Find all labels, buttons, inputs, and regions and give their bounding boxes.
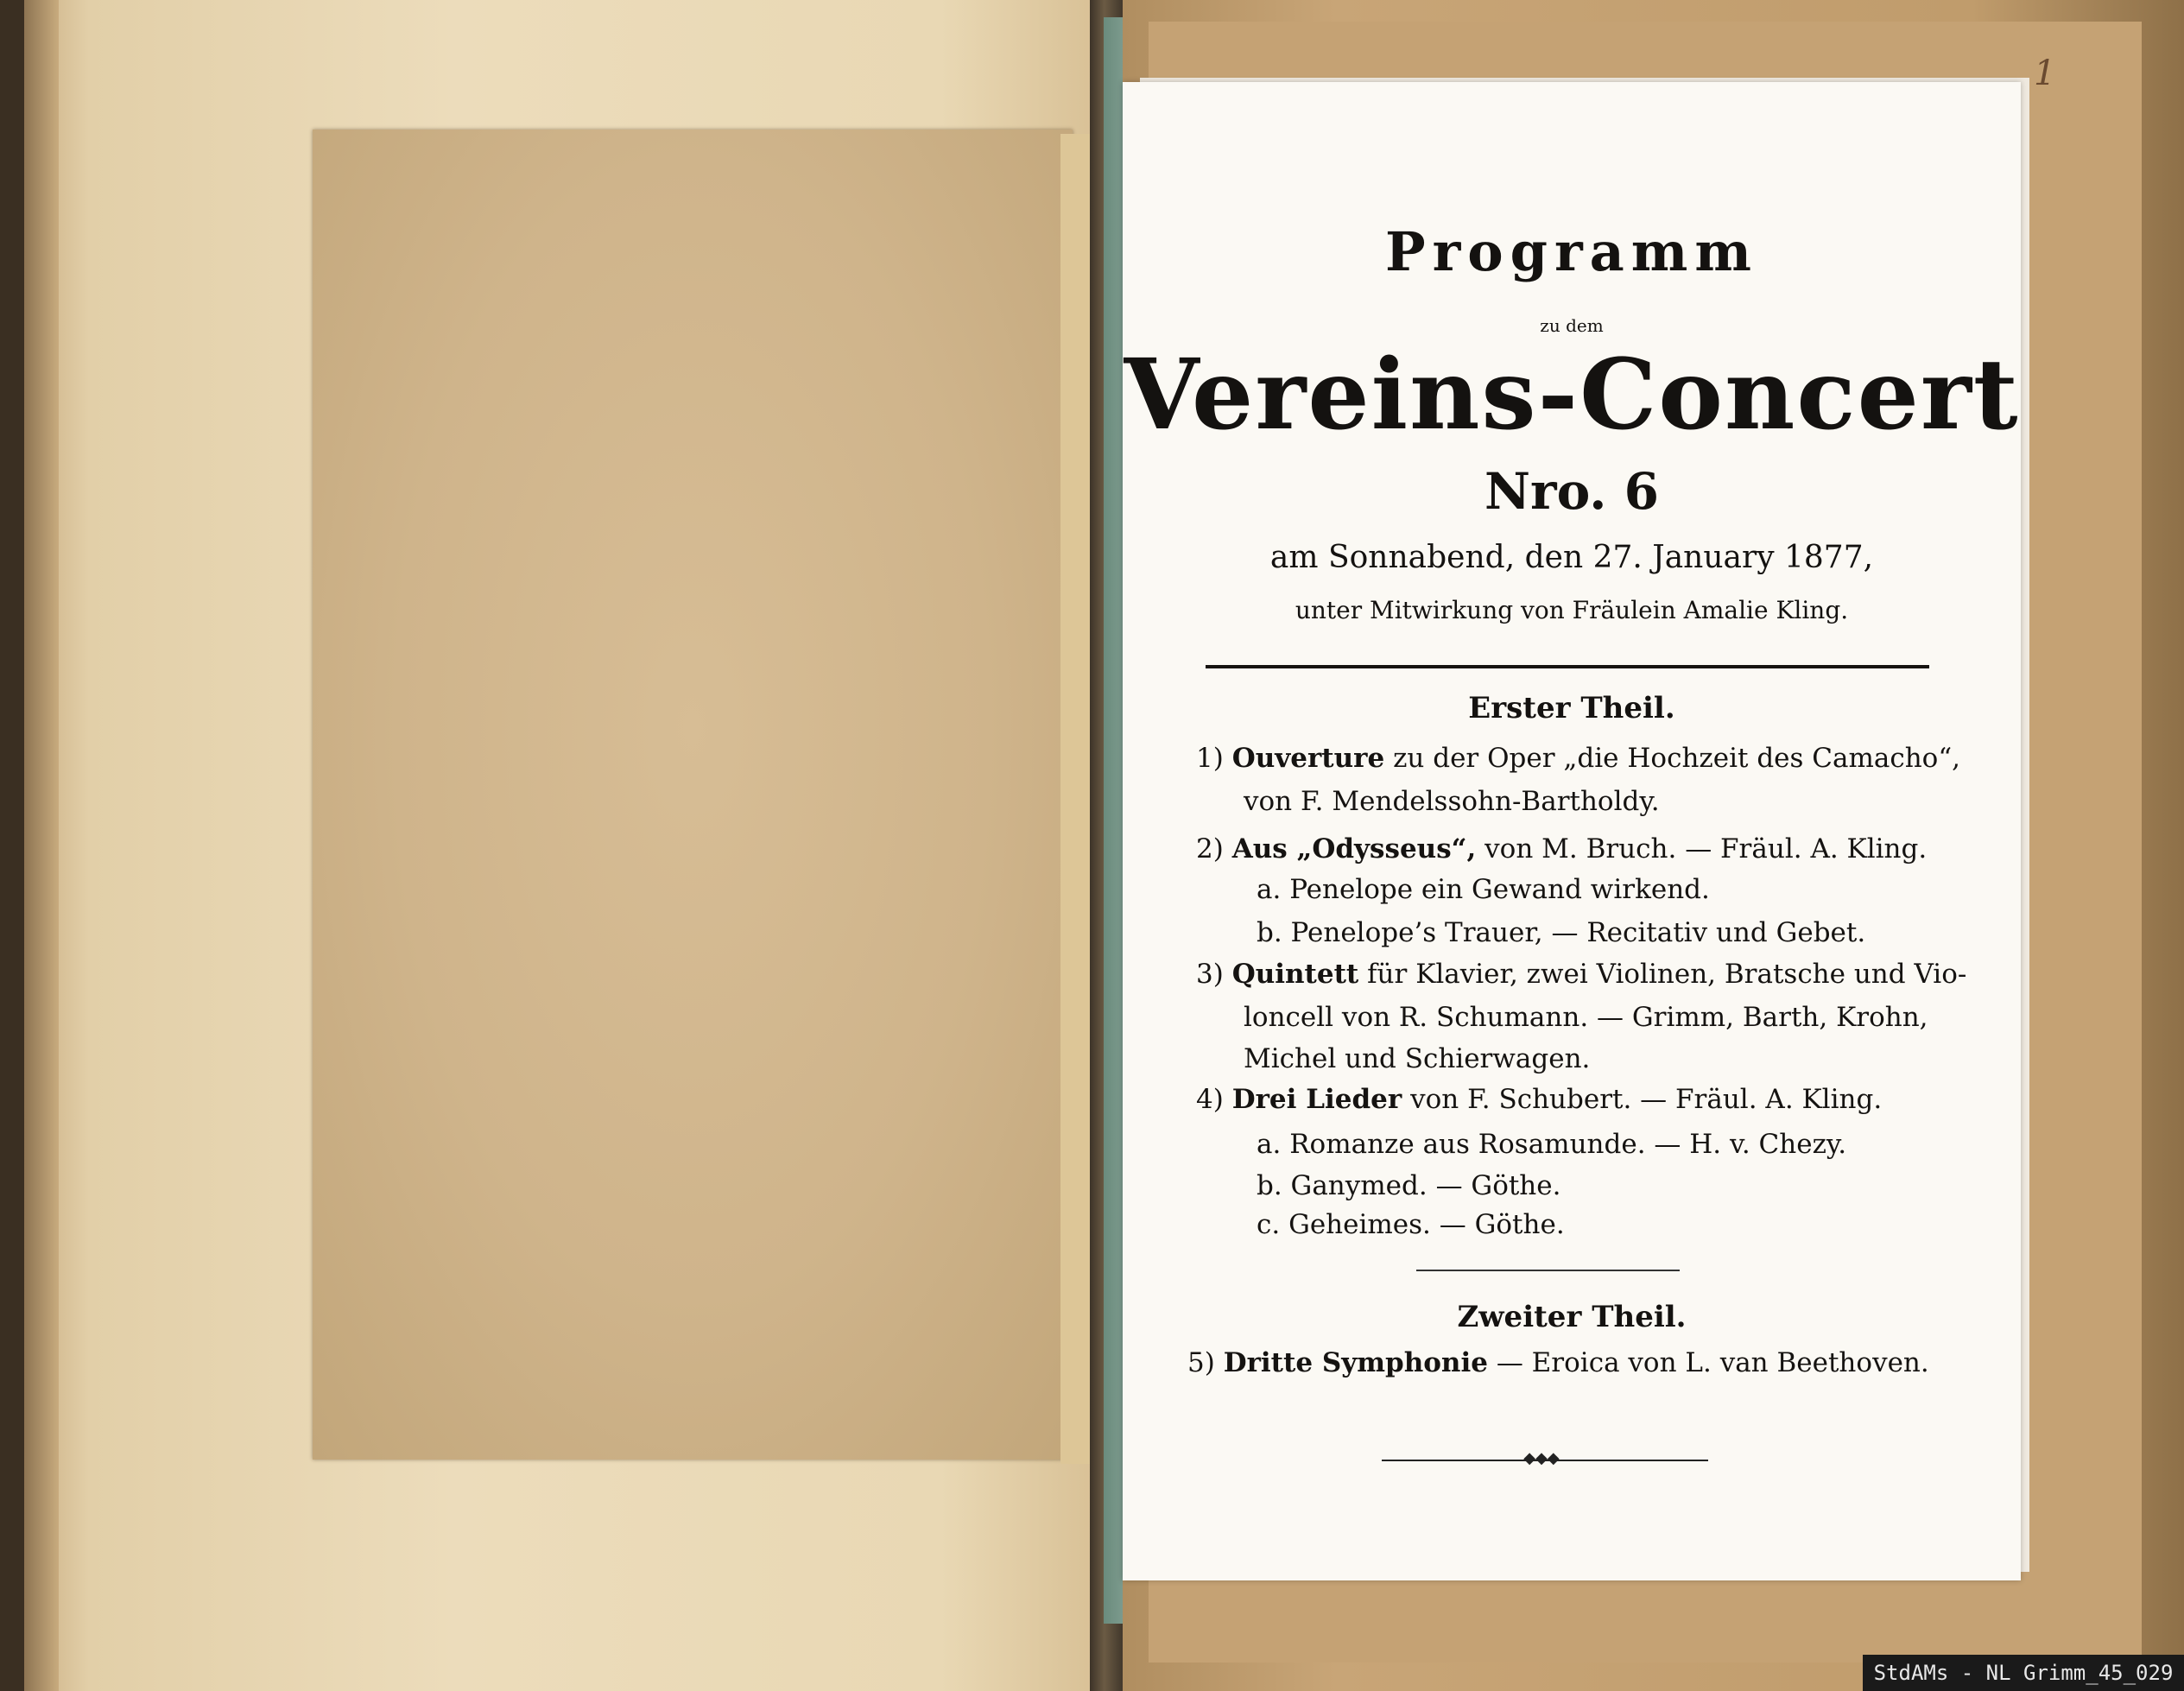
pasted-sheet-fold <box>1060 134 1092 1464</box>
program-line <box>1257 1209 1999 1240</box>
part-2-heading: Zweiter Theil. <box>1457 1300 1687 1334</box>
item-title: Aus „Odysseus“, <box>1231 833 1477 864</box>
program-line <box>1196 833 1939 864</box>
item-text: von M. Bruch. — Fräul. A. Kling. <box>1476 833 1928 864</box>
item-number: 1) <box>1196 743 1224 774</box>
program-item-5 <box>1187 1347 1930 1378</box>
program-line <box>1196 743 1961 774</box>
program-line <box>1257 917 1999 948</box>
program-line <box>1244 1002 1986 1033</box>
item-sub: b. Penelope’s Trauer, — Recitativ und Gebet. <box>1257 917 1866 948</box>
header-rule <box>1206 665 1929 668</box>
item-title: Quintett <box>1231 959 1359 990</box>
archive-label: StdAMs - NL Grimm_45_029 <box>1863 1655 2184 1691</box>
program-line <box>1244 786 1986 817</box>
program-line <box>1257 1170 1999 1201</box>
item-number: 3) <box>1196 959 1224 990</box>
item-number: 5) <box>1187 1347 1215 1378</box>
item-title: Dritte Symphonie <box>1223 1347 1488 1378</box>
pasted-sheet-back <box>313 130 1073 1460</box>
item-continuation: Michel und Schierwagen. <box>1244 1043 1591 1074</box>
item-title: Ouverture <box>1231 743 1385 774</box>
ornament-icon: ◆◆◆ <box>1523 1449 1560 1467</box>
concert-date: am Sonnabend, den 27. January 1877, <box>1269 540 1874 575</box>
page-number: 1 <box>2034 54 2056 93</box>
item-sub: a. Penelope ein Gewand wirkend. <box>1257 874 1710 905</box>
item-text: zu der Oper „die Hochzeit des Camacho“, <box>1384 743 1961 774</box>
item-sub: b. Ganymed. — Göthe. <box>1257 1170 1561 1201</box>
program-line <box>1196 959 1967 990</box>
program-line <box>1257 1129 1999 1160</box>
item-text: — Eroica von L. van Beethoven. <box>1487 1347 1929 1378</box>
program-line <box>1244 1043 1986 1074</box>
performer-line: unter Mitwirkung von Fräulein Amalie Kling. <box>1295 596 1849 624</box>
item-text: von F. Schubert. — Fräul. A. Kling. <box>1402 1084 1883 1115</box>
item-title: Drei Lieder <box>1231 1084 1402 1115</box>
program-title: Programm <box>1384 220 1759 283</box>
program-line <box>1196 1084 1939 1115</box>
program-subtitle: zu dem <box>1540 315 1604 336</box>
item-sub: c. Geheimes. — Göthe. <box>1257 1209 1565 1240</box>
item-number: 2) <box>1196 833 1224 864</box>
item-continuation: loncell von R. Schumann. — Grimm, Barth, Krohn, <box>1244 1002 1928 1033</box>
part-1-heading: Erster Theil. <box>1468 691 1675 725</box>
item-text: für Klavier, zwei Violinen, Bratsche und Vio- <box>1358 959 1967 990</box>
left-page-edge <box>24 0 59 1691</box>
item-continuation: von F. Mendelssohn-Bartholdy. <box>1244 786 1660 817</box>
concert-number: Nro. 6 <box>1484 462 1659 521</box>
program-line <box>1257 874 1999 905</box>
concert-title: Vereins-Concert <box>1124 339 2020 452</box>
section-divider <box>1416 1270 1680 1271</box>
item-number: 4) <box>1196 1084 1224 1115</box>
item-sub: a. Romanze aus Rosamunde. — H. v. Chezy. <box>1257 1129 1847 1160</box>
